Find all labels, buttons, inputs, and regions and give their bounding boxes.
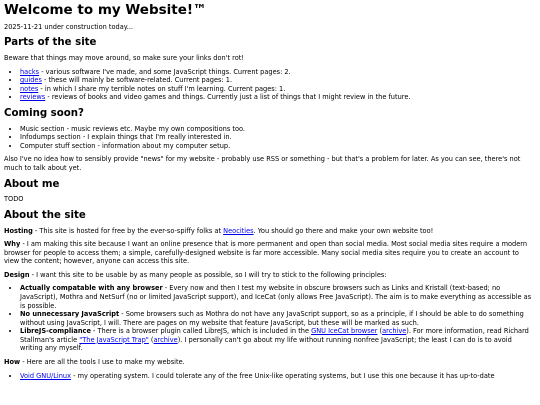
design-principles-list: [4, 284, 536, 353]
list-item: [20, 93, 536, 102]
principle-text: ). For more information, read Richard Stallman's article: [20, 327, 529, 344]
hosting-paragraph: [4, 227, 536, 236]
list-item: [20, 68, 536, 77]
about-me-heading: About me: [4, 178, 60, 190]
icecat-link[interactable]: GNU IceCat browser: [311, 327, 378, 336]
list-item: [20, 85, 536, 94]
parts-list: [4, 68, 536, 102]
notes-link[interactable]: notes: [20, 84, 39, 93]
news-note: Also I've no idea how to sensibly provide "news" for my website - probably use RSS or something - but that's a problem for later. As you can see, there's not much to talk about yet.: [4, 155, 521, 172]
about-site-heading: About the site: [4, 209, 86, 221]
principle-label: Actually compatable with any browser: [20, 284, 163, 293]
principle-label: LibreJS-compliance: [20, 327, 91, 336]
status-line: [4, 23, 536, 32]
why-paragraph: [4, 240, 536, 266]
list-item: [20, 310, 536, 327]
design-text: - I want this site to be usable by as many people as possible, so I will try to stick to the following principles:: [29, 270, 387, 279]
how-paragraph: [4, 358, 536, 367]
guides-link[interactable]: guides: [20, 76, 42, 85]
how-text: - Here are all the tools I use to make my website.: [20, 357, 185, 366]
about-me-text: TODO: [4, 195, 24, 204]
list-item: [20, 284, 536, 310]
parts-heading: Parts of the site: [4, 37, 97, 49]
hacks-link[interactable]: hacks: [20, 67, 40, 76]
principle-text: (: [148, 335, 154, 344]
reviews-link[interactable]: reviews: [20, 93, 46, 102]
parts-warning: Beware that things may move around, so make sure your links don't rot!: [4, 54, 244, 63]
principle-text: ). I personally can't go about my life without running nonfree JavaScript; the least I can do is to avoid writing any myself.: [20, 335, 512, 353]
status-text: under construction today...: [42, 22, 134, 31]
coming-soon-list: [4, 125, 536, 151]
principle-text: - Every now and then I test my website in obscure browsers such as Links and Kristall (text-based; no JavaScript), Mothra and NetSurf (no or limited JavaScript support), and IceCat (only allows Free JavaScript). The aim is to make everything as accessible as is possible.: [20, 284, 532, 310]
tool-description: - my operating system. I could tolerate any of the free Unix-like operating systems, but I use this one because it has up-to-date: [71, 371, 495, 380]
status-date: 2025-11-21: [4, 22, 43, 31]
principle-text: (: [377, 327, 383, 336]
hosting-label: Hosting: [4, 226, 33, 235]
coming-soon-heading: Coming soon?: [4, 108, 84, 119]
principle-text: - There is a browser plugin called LibreJS, which is included in the: [90, 327, 312, 336]
why-label: Why: [4, 240, 21, 249]
page-title: Welcome to my Website!™: [4, 2, 207, 18]
list-item: [20, 327, 536, 353]
list-item: • Music section - music reviews etc. Maybe my own compositions too.: [20, 125, 536, 134]
javascript-trap-link[interactable]: "The JavaScript Trap": [79, 335, 149, 344]
principle-label: No unnecessary JavaScript: [20, 310, 120, 319]
tools-list: [4, 372, 536, 381]
hosting-text: - This site is hosted for free by the ever-so-spiffy folks at: [32, 226, 224, 235]
why-text: - I am making this site because I want an online presence that is more permanent and open than social media. Most social media sites require a modern browser for people to access them; a simple, carefully-designed website is far more accessible. Many social media sites require you to create an account to view the content; however, anyone can access this site.: [4, 240, 528, 266]
how-label: How: [4, 357, 21, 366]
void-linux-link[interactable]: Void GNU/Linux: [20, 371, 72, 380]
list-item: • Computer stuff section - information about my computer setup.: [20, 142, 536, 151]
list-item: • Infodumps section - I explain things that I'm really interested in.: [20, 133, 536, 142]
guides-description: - these will mainly be software-related. Current pages: 1.: [41, 76, 233, 85]
notes-description: - in which I share my terrible notes on stuff I'm learning. Current pages: 1.: [38, 84, 286, 93]
javascript-trap-archive-link[interactable]: archive: [153, 335, 178, 344]
design-label: Design: [4, 270, 30, 279]
icecat-archive-link[interactable]: archive: [382, 327, 407, 336]
principle-text: - Some browsers such as Mothra do not have any JavaScript support, so as a principle, if I should be able to do something without using JavaScript, I will. There are pages on my website that feature JavaScript, but these will be marked as such.: [20, 310, 524, 327]
reviews-description: - reviews of books and video games and things. Currently just a list of things that I might review in the future.: [45, 93, 411, 102]
hacks-description: - various software I've made, and some JavaScript things. Current pages: 2.: [39, 67, 291, 76]
design-paragraph: [4, 271, 536, 280]
list-item: [20, 76, 536, 85]
hosting-text-end: . You should go there and make your own website too!: [253, 226, 434, 235]
list-item: [20, 372, 536, 381]
neocities-link[interactable]: Neocities: [223, 226, 254, 235]
